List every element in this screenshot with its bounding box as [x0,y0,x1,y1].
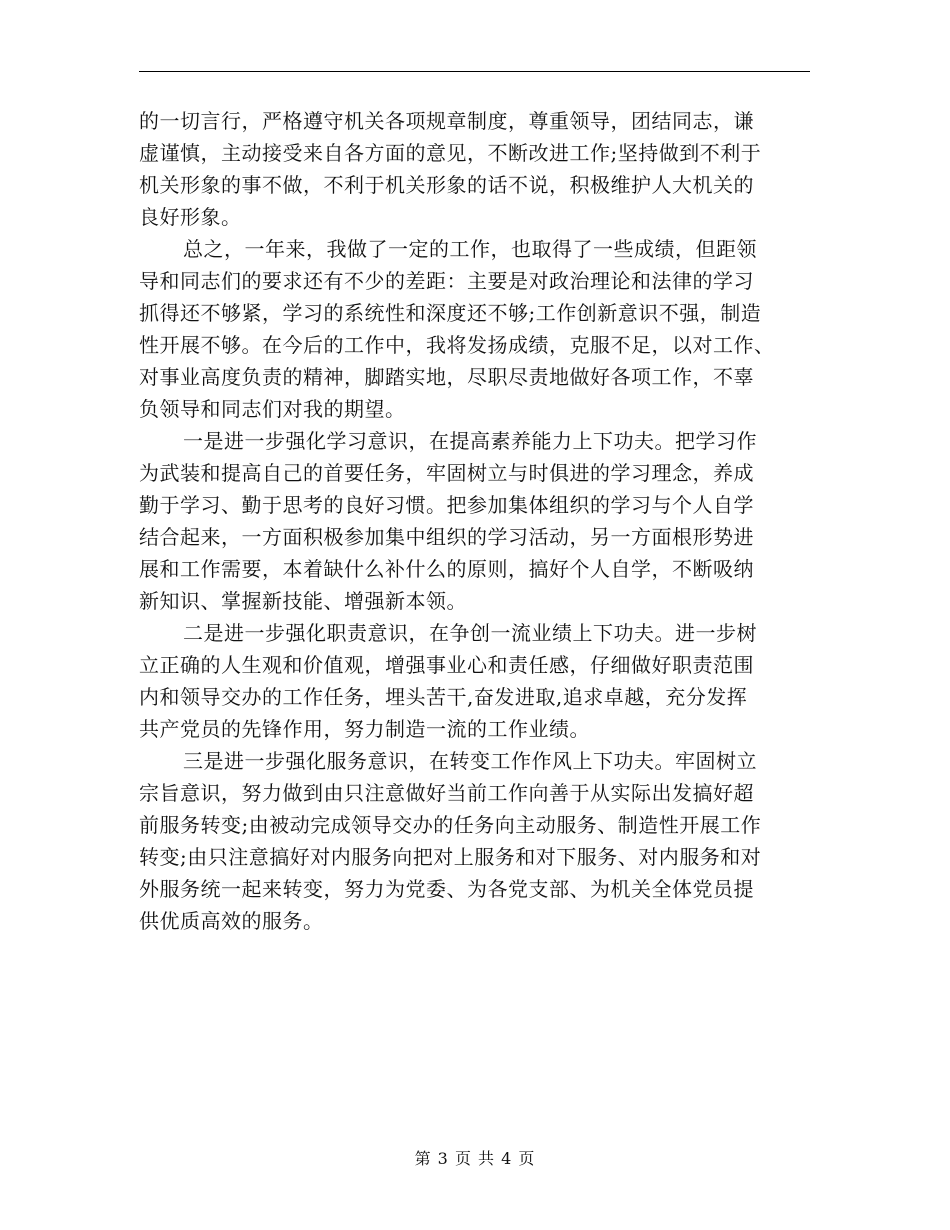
page-number-footer: 第 3 页 共 4 页 [414,1149,536,1168]
text-line: 为武装和提高自己的首要任务，牢固树立与时俱进的学习理念，养成 [139,461,754,485]
paragraph-2 [139,233,819,425]
text-line: 共产党员的先锋作用，努力制造一流的工作业绩。 [139,717,590,741]
text-line: 抓得还不够紧，学习的系统性和深度还不够;工作创新意识不强，制造 [139,301,762,325]
text-line: 良好形象。 [139,205,242,229]
text-line: 外服务统一起来转变，努力为党委、为各党支部、为机关全体党员提 [139,877,754,901]
text-line: 负领导和同志们对我的期望。 [139,397,406,421]
text-line: 虚谨慎，主动接受来自各方面的意见，不断改进工作;坚持做到不利于 [139,141,762,165]
paragraph-5 [139,745,819,937]
text-line: 结合起来，一方面积极参加集中组织的学习活动，另一方面根形势进 [139,525,754,549]
document-body [139,105,819,937]
text-line: 二是进一步强化职责意识，在争创一流业绩上下功夫。进一步树 [183,621,757,645]
text-line: 性开展不够。在今后的工作中，我将发扬成绩，克服不足，以对工作、 [139,333,775,357]
text-line: 的一切言行，严格遵守机关各项规章制度，尊重领导，团结同志，谦 [139,109,754,133]
paragraph-1 [139,105,819,233]
text-line: 宗旨意识，努力做到由只注意做好当前工作向善于从实际出发搞好超 [139,781,754,805]
text-line: 内和领导交办的工作任务，埋头苦干,奋发进取,追求卓越，充分发挥 [139,685,748,709]
text-line: 总之，一年来，我做了一定的工作，也取得了一些成绩，但距领 [183,237,757,261]
text-line: 前服务转变;由被动完成领导交办的任务向主动服务、制造性开展工作 [139,813,762,837]
header-rule [139,71,810,72]
paragraph-3 [139,425,819,617]
text-line: 导和同志们的要求还有不少的差距：主要是对政治理论和法律的学习 [139,269,754,293]
text-line: 三是进一步强化服务意识，在转变工作作风上下功夫。牢固树立 [183,749,757,773]
text-line: 勤于学习、勤于思考的良好习惯。把参加集体组织的学习与个人自学 [139,493,754,517]
text-line: 机关形象的事不做，不利于机关形象的话不说，积极维护人大机关的 [139,173,754,197]
text-line: 新知识、掌握新技能、增强新本领。 [139,589,467,613]
text-line: 立正确的人生观和价值观，增强事业心和责任感，仔细做好职责范围 [139,653,754,677]
text-line: 展和工作需要，本着缺什么补什么的原则，搞好个人自学，不断吸纳 [139,557,754,581]
text-line: 对事业高度负责的精神，脚踏实地，尽职尽责地做好各项工作，不辜 [139,365,754,389]
paragraph-4 [139,617,819,745]
text-line: 供优质高效的服务。 [139,909,324,933]
text-line: 转变;由只注意搞好对内服务向把对上服务和对下服务、对内服务和对 [139,845,762,869]
text-line: 一是进一步强化学习意识，在提高素养能力上下功夫。把学习作 [183,429,757,453]
